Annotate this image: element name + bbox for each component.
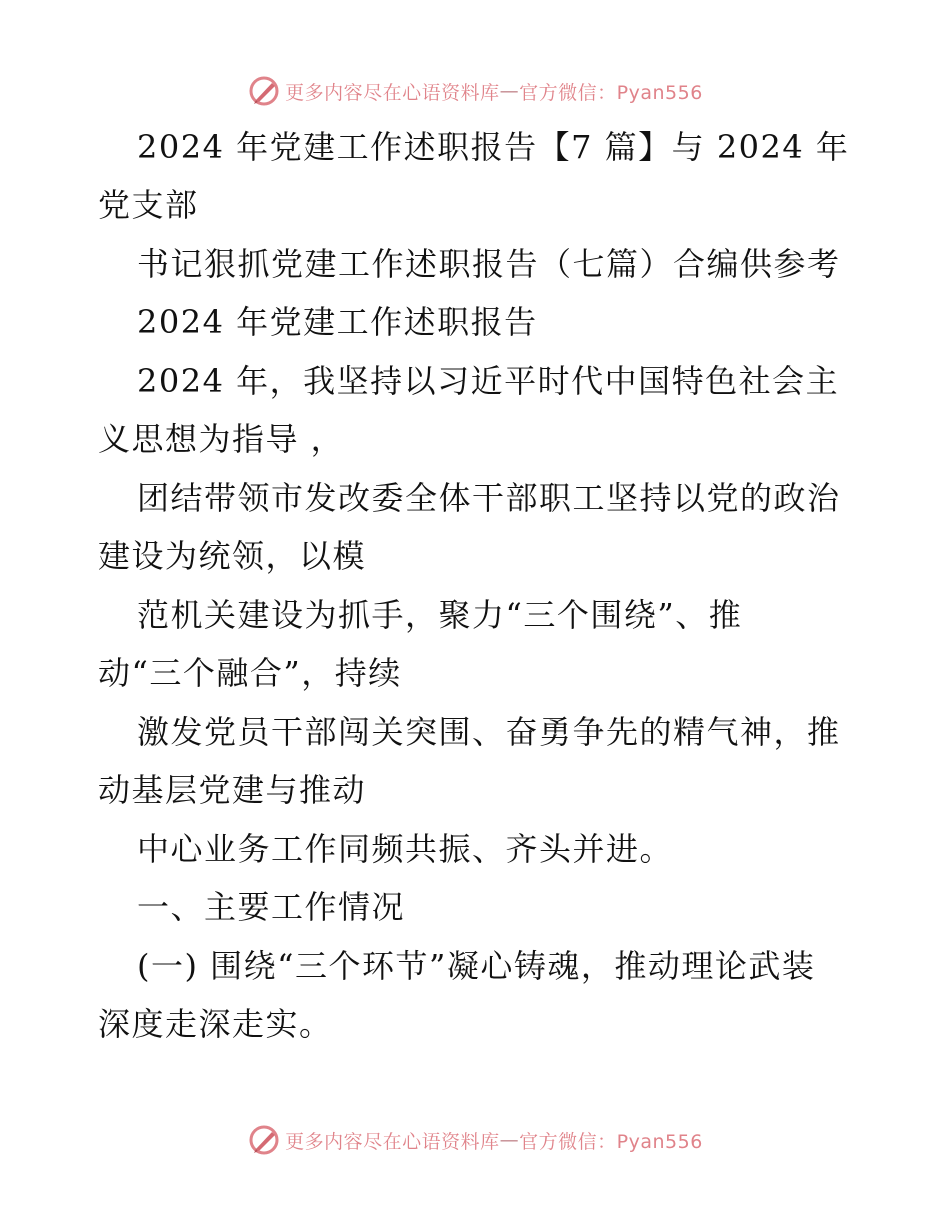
doc-line: 动基层党建与推动 — [98, 771, 367, 809]
doc-line: (一) 围绕“三个环节”凝心铸魂，推动理论武装 — [137, 947, 816, 985]
doc-line: 党支部 — [98, 186, 199, 224]
doc-line: 深度走深走实。 — [98, 1005, 333, 1043]
watermark-main-text: 更多内容尽在心语资料库 — [285, 81, 500, 104]
doc-line: 激发党员干部闯关突围、奋勇争先的精气神，推 — [137, 713, 841, 751]
doc-line: 一、主要工作情况 — [137, 888, 406, 926]
doc-line: 2024 年党建工作述职报告【7 篇】与 2024 年 — [137, 128, 850, 166]
pen-circle-logo-icon — [247, 1123, 281, 1157]
doc-line: 动“三个融合”，持续 — [98, 654, 402, 692]
watermark-main-text: 更多内容尽在心语资料库 — [285, 1130, 500, 1153]
doc-line: 2024 年，我坚持以习近平时代中国特色社会主 — [137, 362, 840, 400]
watermark-dash: — — [499, 80, 520, 102]
watermark-dash: — — [499, 1129, 520, 1151]
doc-line: 团结带领市发改委全体干部职工坚持以党的政治 — [137, 479, 841, 517]
watermark-sub-text: 官方微信：Pyan556 — [519, 81, 703, 104]
doc-line: 中心业务工作同频共振、齐头并进。 — [137, 830, 674, 868]
doc-line: 建设为统领，以模 — [98, 537, 367, 575]
footer-watermark — [0, 1120, 950, 1160]
doc-line: 范机关建设为抓手，聚力“三个围绕”、推 — [137, 596, 743, 634]
doc-line: 书记狠抓党建工作述职报告（七篇）合编供参考 — [137, 245, 841, 283]
watermark-sub-text: 官方微信：Pyan556 — [519, 1130, 703, 1153]
doc-line: 义思想为指导 ， — [98, 420, 345, 458]
doc-line: 2024 年党建工作述职报告 — [137, 303, 538, 341]
